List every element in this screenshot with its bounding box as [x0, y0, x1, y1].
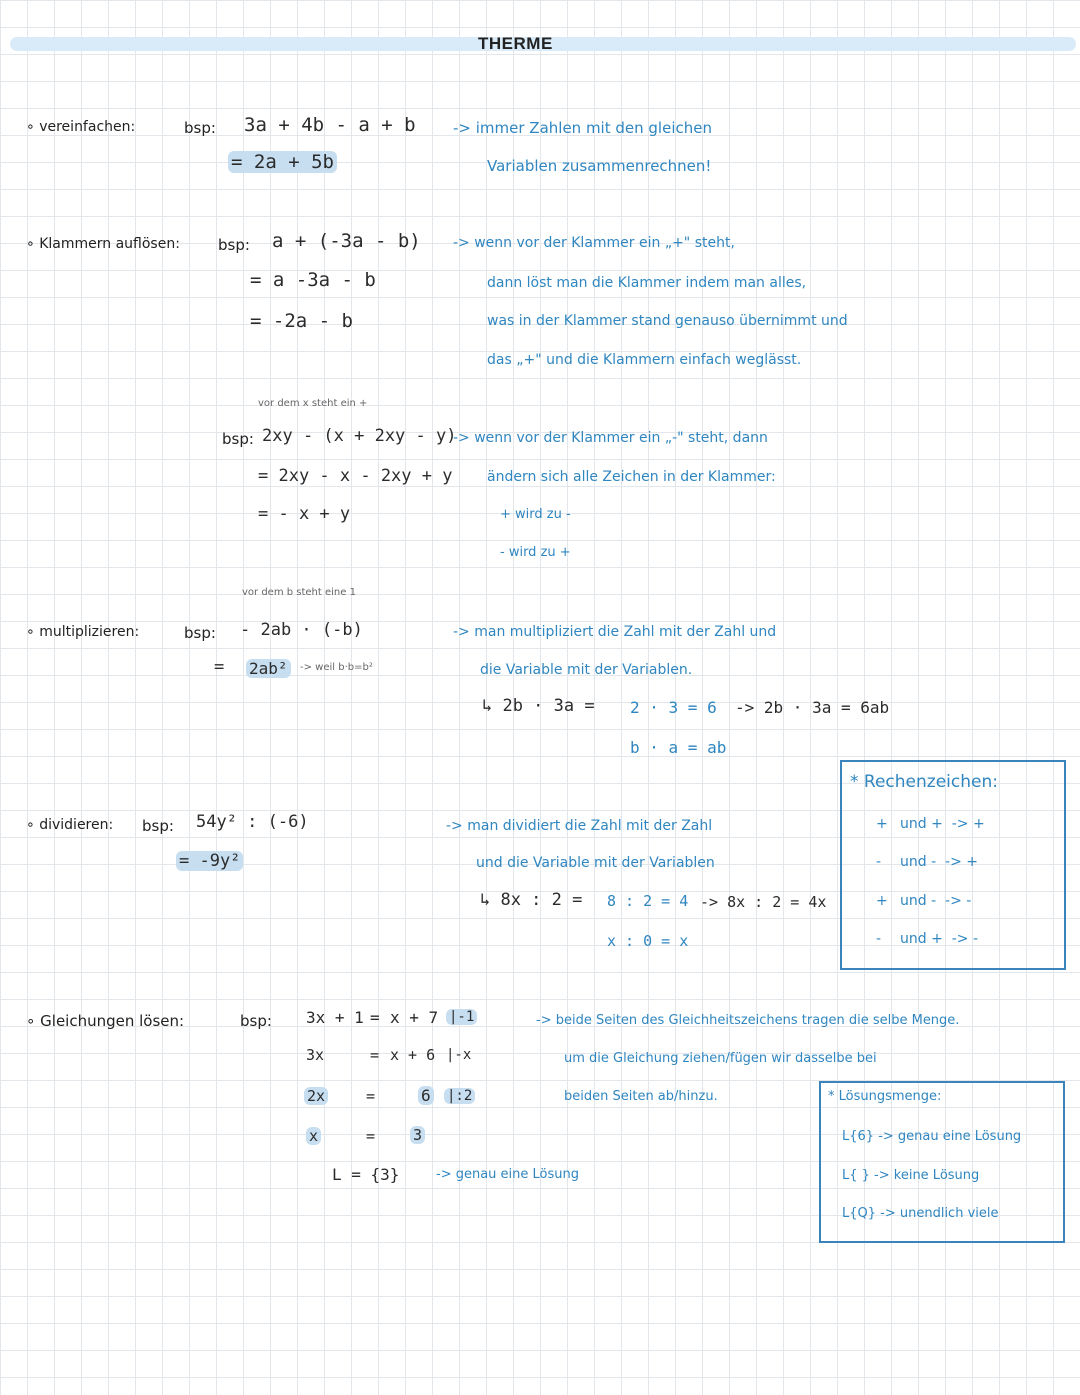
multiplizieren-note: vor dem b steht eine 1	[242, 587, 356, 598]
multiplizieren-step1: 2 · 3 = 6	[630, 698, 717, 717]
dividieren-step1: 8 : 2 = 4	[607, 892, 689, 910]
klammern-explanation-2: dann löst man die Klammer indem man alles,	[487, 275, 807, 291]
dividieren-step2: x : 0 = x	[607, 932, 689, 950]
klammern-explanation2-1: -> wenn vor der Klammer ein „-" steht, dann	[453, 430, 768, 446]
multiplizieren-line2	[246, 659, 291, 678]
gleichung-row3-right: 6	[418, 1086, 434, 1105]
multiplizieren-step2: b · a = ab	[630, 738, 727, 757]
gleichungen-explanation-2: um die Gleichung ziehen/fügen wir dasselbe bei	[564, 1051, 877, 1066]
gleichung-row3-left: 2x	[304, 1087, 328, 1105]
dividieren-explanation-2: und die Variable mit der Variablen	[476, 855, 715, 871]
gleichung-row4-right: 3	[410, 1126, 425, 1144]
multiplizieren-result-line: -> 2b · 3a = 6ab	[735, 698, 890, 717]
klammern-explanation2-3: + wird zu -	[500, 507, 571, 522]
gleichung-row1-eq: =	[370, 1008, 380, 1027]
klammern-line4: 2xy - (x + 2xy - y)	[262, 426, 457, 446]
bsp-klammern: bsp:	[218, 236, 250, 254]
gleichung-row2-eq: =	[370, 1046, 380, 1064]
vereinfachen-line2	[228, 151, 337, 173]
loesungsmenge-title: * Lösungsmenge:	[828, 1089, 942, 1104]
dividieren-line2	[176, 851, 243, 871]
multiplizieren-line2-note: -> weil b·b=b²	[300, 662, 373, 673]
vereinfachen-explanation-1: -> immer Zahlen mit den gleichen	[453, 119, 712, 137]
dividieren-result-line: -> 8x : 2 = 4x	[700, 893, 827, 911]
loesungsmenge-row-2: L{ } -> keine Lösung	[842, 1168, 980, 1183]
label-dividieren: ∘ dividieren:	[26, 817, 114, 833]
gleichung-row1-op: |-1	[446, 1009, 477, 1025]
gleichungen-explanation-3: beiden Seiten ab/hinzu.	[564, 1089, 718, 1104]
klammern-line5: = 2xy - x - 2xy + y	[258, 466, 453, 486]
gleichung-row3-op: |:2	[444, 1088, 475, 1104]
klammern-explanation-4: das „+" und die Klammern einfach weglässt.	[487, 352, 802, 368]
gleichung-row2-op: |-x	[446, 1047, 472, 1063]
gleichung-row2-right: x + 6	[390, 1046, 436, 1064]
rechenzeichen-row-2: - und - -> +	[876, 854, 979, 870]
bsp-vereinfachen: bsp:	[184, 119, 216, 137]
loesungsmenge-row-3: L{Q} -> unendlich viele	[842, 1206, 999, 1221]
label-multiplizieren: ∘ multiplizieren:	[26, 624, 140, 640]
gleichungen-explanation-1: -> beide Seiten des Gleichheitszeichens tragen die selbe Menge.	[536, 1013, 960, 1028]
multiplizieren-result: 2ab²	[246, 659, 291, 678]
dividieren-line1: 54y² : (-6)	[196, 812, 309, 832]
label-klammern: ∘ Klammern auflösen:	[26, 236, 180, 252]
gleichung-row4-eq: =	[366, 1127, 376, 1145]
klammern-explanation2-4: - wird zu +	[500, 545, 571, 560]
rechenzeichen-row-1: + und + -> +	[876, 816, 985, 832]
vereinfachen-line1: 3a + 4b - a + b	[244, 114, 416, 136]
multiplizieren-example: ↳ 2b · 3a =	[482, 696, 595, 716]
klammern-line2: = a -3a - b	[250, 269, 376, 291]
label-vereinfachen: ∘ vereinfachen:	[26, 119, 136, 135]
klammern-explanation2-2: ändern sich alle Zeichen in der Klammer:	[487, 469, 776, 485]
gleichung-row2-left: 3x	[306, 1046, 325, 1064]
dividieren-example: ↳ 8x : 2 =	[480, 890, 583, 910]
rechenzeichen-row-3: + und - -> -	[876, 893, 972, 909]
bsp-multiplizieren: bsp:	[184, 624, 216, 642]
klammern-line1: a + (-3a - b)	[272, 230, 421, 252]
gleichung-solution: L = {3}	[332, 1165, 400, 1184]
dividieren-explanation-1: -> man dividiert die Zahl mit der Zahl	[446, 818, 713, 834]
label-gleichungen: ∘ Gleichungen lösen:	[26, 1012, 185, 1030]
gleichung-solution-note: -> genau eine Lösung	[436, 1167, 579, 1182]
klammern-explanation-3: was in der Klammer stand genauso übernimmt und	[487, 313, 848, 329]
rechenzeichen-row-4: - und + -> -	[876, 931, 979, 947]
bsp-dividieren: bsp:	[142, 817, 174, 835]
multiplizieren-explanation-2: die Variable mit der Variablen.	[480, 662, 693, 678]
klammern-line3: = -2a - b	[250, 310, 353, 332]
bsp-gleichungen: bsp:	[240, 1012, 272, 1030]
rechenzeichen-title: * Rechenzeichen:	[850, 772, 998, 792]
gleichung-row1-right: x + 7	[390, 1008, 439, 1027]
page-title: THERME	[478, 34, 553, 53]
vereinfachen-explanation-2: Variablen zusammenrechnen!	[487, 157, 712, 175]
multiplizieren-line1: - 2ab · (-b)	[240, 620, 363, 640]
klammern-note2: vor dem x steht ein +	[258, 398, 368, 409]
multiplizieren-explanation-1: -> man multipliziert die Zahl mit der Zahl und	[453, 624, 777, 640]
multiplizieren-line2-eq: =	[214, 657, 225, 677]
gleichung-row1-left: 3x + 1	[306, 1008, 364, 1027]
vereinfachen-result: = 2a + 5b	[228, 151, 337, 173]
klammern-explanation-1: -> wenn vor der Klammer ein „+" steht,	[453, 235, 735, 251]
gleichung-row4-left: x	[306, 1127, 321, 1145]
gleichung-row3-eq: =	[366, 1087, 376, 1105]
loesungsmenge-row-1: L{6} -> genau eine Lösung	[842, 1129, 1022, 1144]
dividieren-result: = -9y²	[176, 851, 243, 871]
klammern-line6: = - x + y	[258, 504, 351, 524]
bsp-klammern-2: bsp:	[222, 430, 254, 448]
